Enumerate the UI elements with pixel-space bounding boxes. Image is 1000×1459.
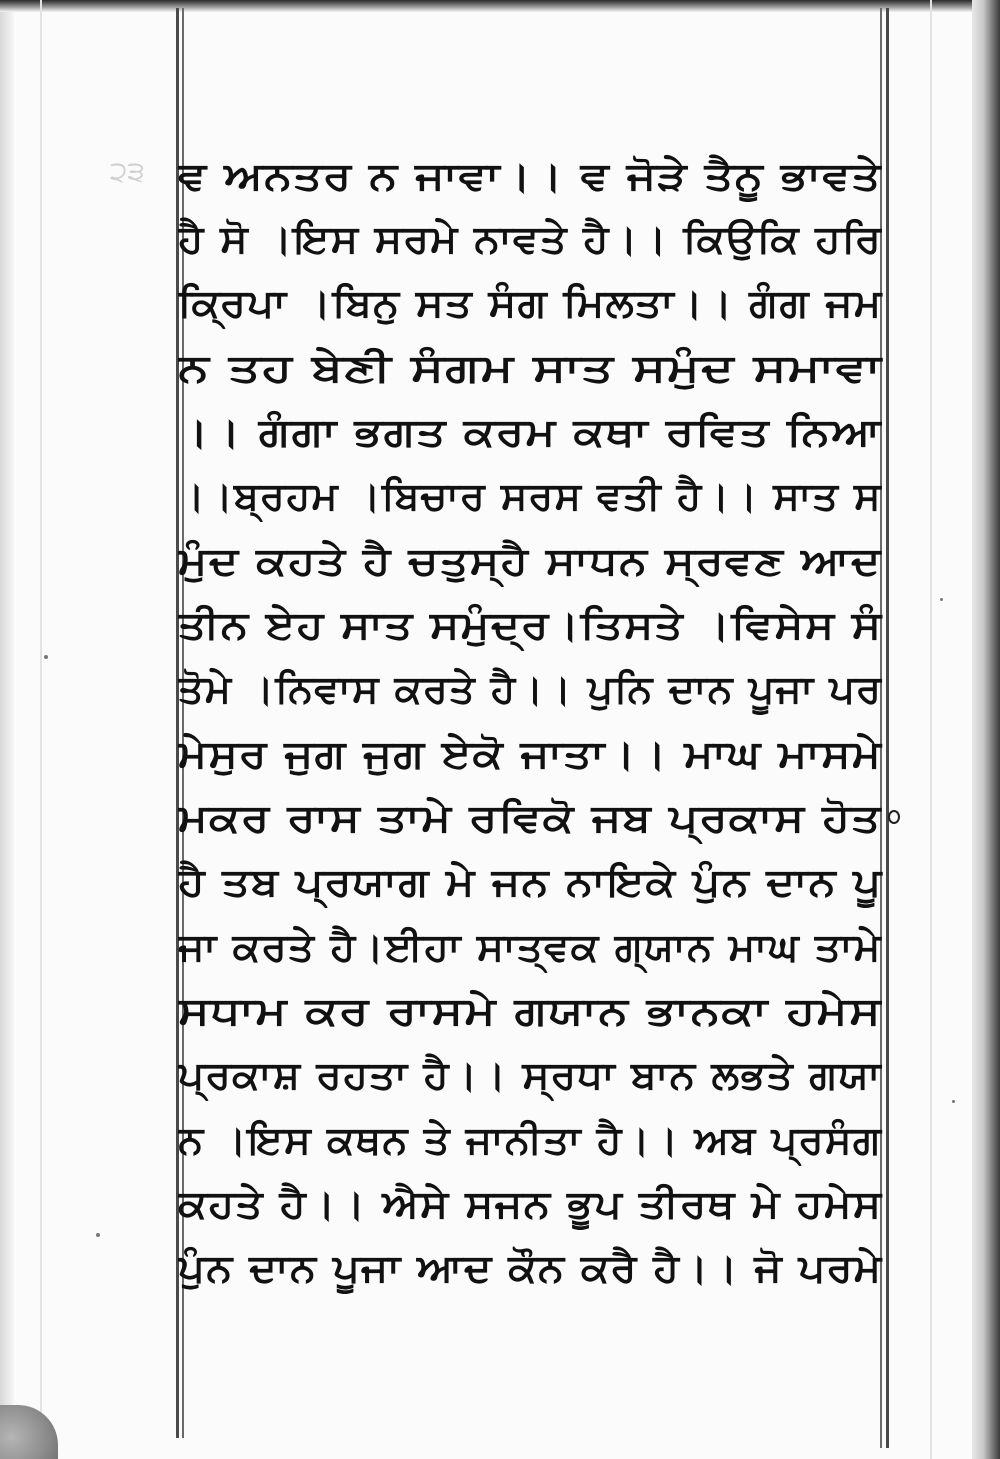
text-line: ਕਹਤੇ ਹੈ।। ਐਸੇ ਸਜਨ ਭੂਪ ਤੀਰਥ ਮੇ ਹਮੇਸ bbox=[178, 1182, 883, 1226]
ink-speck bbox=[952, 1100, 955, 1103]
right-margin-rule bbox=[886, 8, 889, 1448]
text-line: ।।ਬ੍ਰਹਮ ।ਬਿਚਾਰ ਸਰਸ ਵਤੀ ਹੈ।। ਸਾਤ ਸ bbox=[178, 474, 882, 518]
text-line: ਸਧਾਮ ਕਰ ਰਾਸਮੇ ਗਯਾਨ ਭਾਨਕਾ ਹਮੇਸ bbox=[178, 989, 882, 1033]
text-line: ਤੀਨ ਏਹ ਸਾਤ ਸਮੁੰਦ੍ਰ।ਤਿਸਤੇ ।ਵਿਸੇਸ ਸੰ bbox=[178, 603, 883, 647]
text-line: ।। ਗੰਗਾ ਭਗਤ ਕਰਮ ਕਥਾ ਰਵਿਤ ਨਿਆ bbox=[178, 410, 882, 454]
ink-speck bbox=[96, 1233, 100, 1237]
text-line: ਜਾ ਕਰਤੇ ਹੈ।ਈਹਾ ਸਾਤ੍ਵਕ ਗ੍ਯਾਨ ਮਾਘ ਤਾਮੇ bbox=[178, 925, 882, 969]
text-line: ਕ੍ਰਿਪਾ ।ਬਿਨੁ ਸਤ ਸੰਗ ਮਿਲਤਾ।। ਗੰਗ ਜਮ bbox=[178, 281, 883, 325]
text-line: ਹੈ ਸੋ ।ਇਸ ਸਰਮੇ ਨਾਵਤੇ ਹੈ।। ਕਿਉਕਿ ਹਰਿ bbox=[178, 217, 882, 261]
page-top-edge bbox=[0, 0, 1000, 12]
manuscript-text-block bbox=[178, 150, 886, 1310]
ink-speck bbox=[44, 655, 48, 659]
text-line: ਤੋਮੇ ।ਨਿਵਾਸ ਕਰਤੇ ਹੈ।। ਪੁਨਿ ਦਾਨ ਪੂਜਾ ਪਰ bbox=[178, 667, 883, 711]
scanner-thumb bbox=[0, 1405, 58, 1459]
text-line: ਪ੍ਰਕਾਸ਼ ਰਹਤਾ ਹੈ।। ਸ੍ਰਧਾ ਬਾਨ ਲਭਤੇ ਗਯਾ bbox=[178, 1053, 882, 1097]
text-line: ਮੁੰਦ ਕਹਤੇ ਹੈ ਚਤੁਸ੍ਹੈ ਸਾਧਨ ਸ੍ਰਵਣ ਆਦ bbox=[178, 539, 882, 583]
text-line: ਵ ਅਨਤਰ ਨ ਜਾਵਾ।। ਵ ਜੋੜੇ ਤੈਨੂ ਭਾਵਤੇ bbox=[178, 154, 882, 198]
binding-edge bbox=[972, 0, 1000, 1459]
text-line: ਨ ।ਇਸ ਕਥਨ ਤੇ ਜਾਨੀਤਾ ਹੈ।। ਅਬ ਪ੍ਰਸੰਗ bbox=[178, 1118, 882, 1162]
text-line: ਨ ਤਹ ਬੇਣੀ ਸੰਗਮ ਸਾਤ ਸਮੁੰਦ ਸਮਾਵਾ bbox=[178, 346, 883, 390]
text-line: ਮਕਰ ਰਾਸ ਤਾਮੇ ਰਵਿਕੋ ਜਬ ਪ੍ਰਕਾਸ ਹੋਤ bbox=[178, 796, 882, 840]
text-line: ਮੇਸੁਰ ਜੁਗ ਜੁਗ ਏਕੋ ਜਾਤਾ।। ਮਾਘ ਮਾਸਮੇ bbox=[178, 732, 883, 776]
margin-circle-mark bbox=[888, 810, 900, 824]
folio-number-bleedthrough: ੨੩ bbox=[110, 155, 145, 188]
text-line: ਪੁੰਨ ਦਾਨ ਪੂਜਾ ਆਦ ਕੌਨ ਕਰੈ ਹੈ।। ਜੋ ਪਰਮੇ bbox=[178, 1246, 883, 1290]
ink-speck bbox=[940, 598, 943, 601]
text-line: ਹੈ ਤਬ ਪ੍ਰਯਾਗ ਮੇ ਜਨ ਨਾਇਕੇ ਪੁੰਨ ਦਾਨ ਪੂ bbox=[178, 860, 883, 904]
page-left-edge bbox=[0, 0, 14, 1459]
paper-crease bbox=[930, 0, 932, 1459]
paper-crease bbox=[40, 0, 42, 1459]
